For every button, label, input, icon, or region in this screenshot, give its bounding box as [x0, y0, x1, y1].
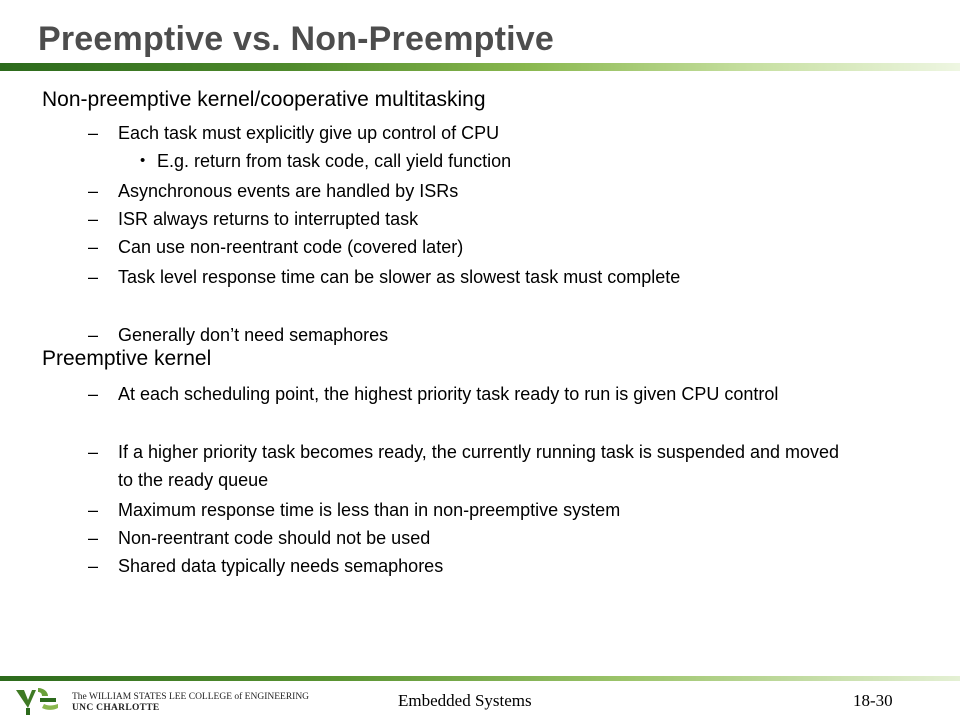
dash-marker: –: [88, 442, 99, 462]
list-item: [88, 321, 848, 349]
list-item-text: Generally don’t need semaphores: [118, 325, 389, 345]
list-item-text: At each scheduling point, the highest priority task ready to run is given CPU control: [118, 384, 779, 404]
dash-marker: –: [88, 209, 99, 229]
list-item: [88, 205, 848, 233]
footer-divider: [0, 676, 960, 681]
dash-marker: –: [88, 325, 99, 345]
dash-marker: –: [88, 123, 99, 143]
list-item-text: If a higher priority task becomes ready, the currently running task is suspended and moved to the ready queue: [118, 442, 840, 490]
list-item: [88, 438, 858, 494]
list-item: [88, 233, 848, 261]
list-item: [88, 552, 848, 580]
bullet-marker: •: [140, 152, 146, 169]
sub-list-item: [140, 147, 511, 175]
dash-marker: –: [88, 237, 99, 257]
slide-number: 18-30: [853, 691, 893, 710]
list-item: [88, 524, 848, 552]
list-item: [88, 496, 848, 524]
list-item: [88, 119, 848, 147]
heading-non-preemptive: Non-preemptive kernel/cooperative multitasking: [42, 88, 486, 111]
list-item-text: Asynchronous events are handled by ISRs: [118, 181, 459, 201]
title-divider: [0, 63, 960, 71]
list-item-text: Shared data typically needs semaphores: [118, 556, 444, 576]
list-item: [88, 177, 848, 205]
dash-marker: –: [88, 181, 99, 201]
list-item-text: Task level response time can be slower as slowest task must complete: [118, 267, 681, 287]
dash-marker: –: [88, 556, 99, 576]
college-name: [72, 692, 309, 714]
dash-marker: –: [88, 500, 99, 520]
list-item-text: Each task must explicitly give up control of CPU: [118, 123, 500, 143]
college-name-line1: The WILLIAM STATES LEE COLLEGE of ENGINEERING: [72, 692, 310, 702]
dash-marker: –: [88, 528, 99, 548]
sub-list-item-text: E.g. return from task code, call yield function: [157, 151, 512, 171]
dash-marker: –: [88, 384, 99, 404]
course-name: Embedded Systems: [398, 691, 532, 710]
list-item-text: Can use non-reentrant code (covered later): [118, 237, 464, 257]
college-logo-icon: [14, 684, 62, 716]
list-item-text: Maximum response time is less than in non-preemptive system: [118, 500, 621, 520]
dash-marker: –: [88, 267, 99, 287]
list-item: [88, 380, 828, 408]
list-item-text: Non-reentrant code should not be used: [118, 528, 431, 548]
slide-title: Preemptive vs. Non-Preemptive: [38, 20, 554, 58]
college-name-line2: UNC CHARLOTTE: [72, 703, 160, 713]
list-item-text: ISR always returns to interrupted task: [118, 209, 419, 229]
heading-preemptive: Preemptive kernel: [42, 347, 212, 370]
list-item: [88, 263, 808, 291]
